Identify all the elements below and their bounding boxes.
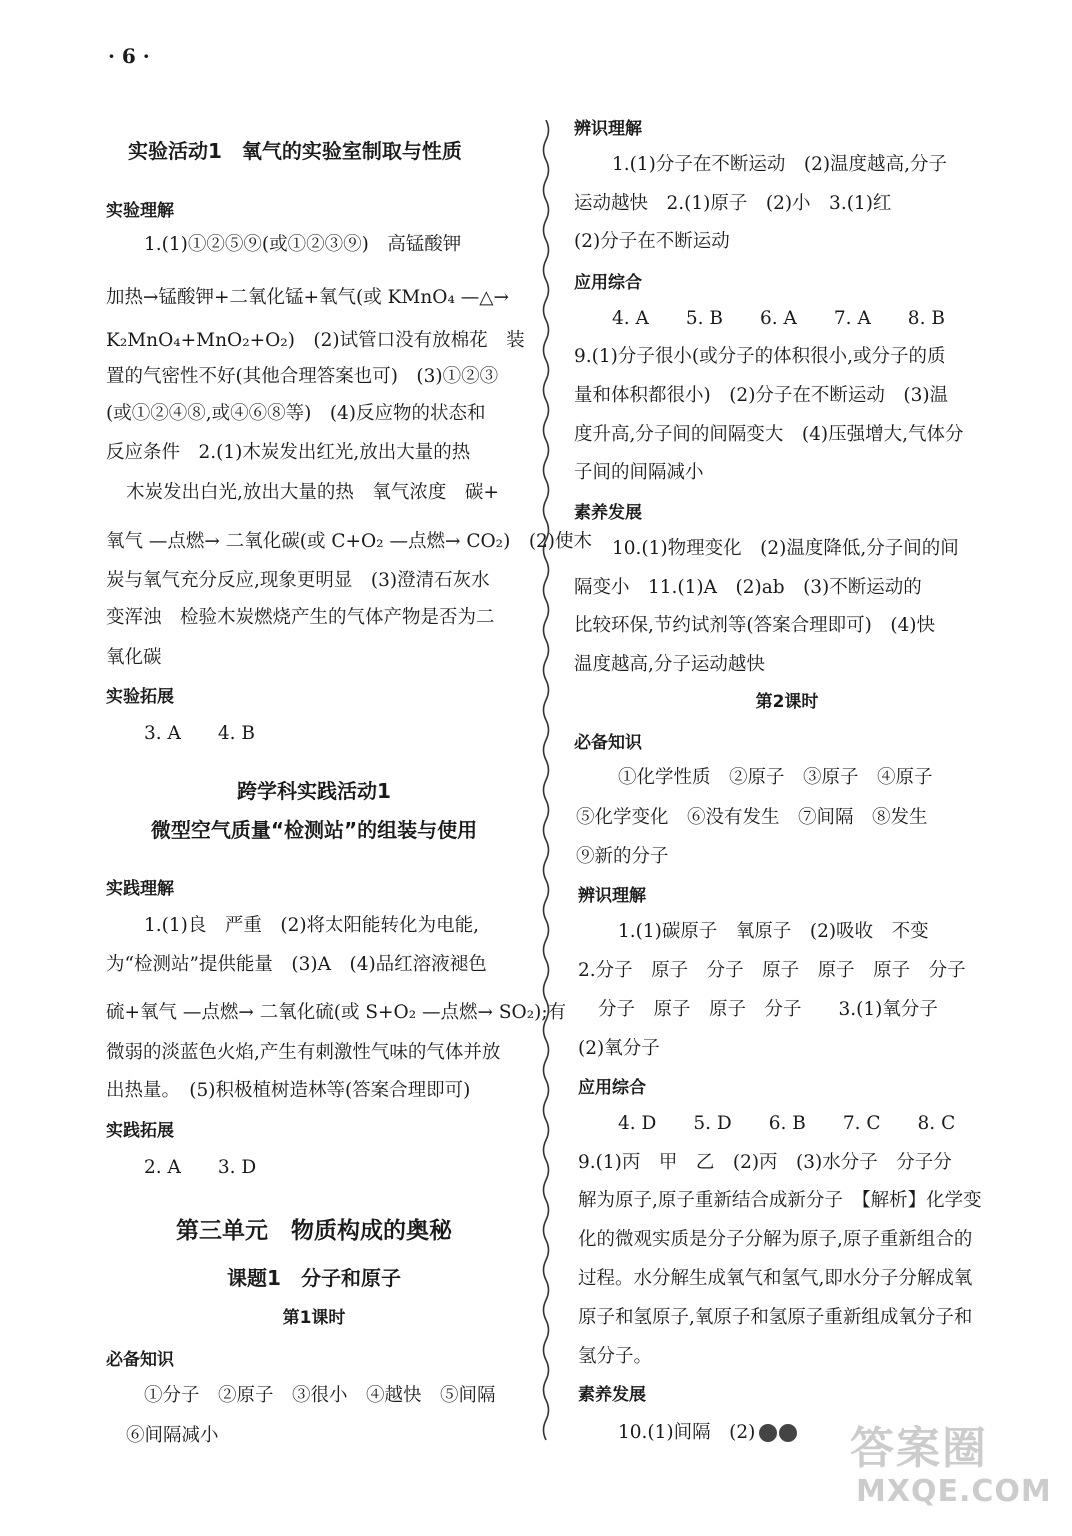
page-number: · 6 · [108,44,150,68]
answer-line: ①分子 ②原子 ③很小 ④越快 ⑤间隔 [144,1385,496,1406]
answer-line: 化的微观实质是分子分解为原子,原子重新组合的 [578,1229,973,1250]
answer-line: (2)分子在不断运动 [574,231,730,252]
watermark-text: 答案圈 [850,1423,988,1474]
answer-line: 氧化碳 [106,647,162,668]
answer-line: 隔变小 11.(1)A (2)ab (3)不断运动的 [574,577,922,598]
subsection-heading: 实践理解 [106,879,174,899]
subsection-heading: 辨识理解 [574,119,642,139]
subsection-heading: 必备知识 [574,733,642,753]
answer-line: 解为原子,原子重新结合成新分子 【解析】化学变 [578,1190,982,1211]
section-title: 实验活动1 氧气的实验室制取与性质 [128,139,462,163]
answer-line: 温度越高,分子运动越快 [574,654,765,675]
section-subtitle: 微型空气质量“检测站”的组装与使用 [150,818,478,842]
answer-line: 4. A 5. B 6. A 7. A 8. B [612,308,945,329]
answer-line: (2)氧分子 [578,1038,660,1059]
subsection-heading: 素养发展 [574,503,642,523]
answer-line: 1.(1)①②⑤⑨(或①②③⑨) 高锰酸钾 [144,234,462,255]
subsection-heading: 辨识理解 [578,886,646,906]
answer-line: 1.(1)分子在不断运动 (2)温度越高,分子 [612,154,947,175]
subsection-heading: 应用综合 [578,1078,646,1098]
section-title: 跨学科实践活动1 [237,779,391,803]
answer-line: 反应条件 2.(1)木炭发出红光,放出大量的热 [106,442,471,463]
lesson-title: 课题1 分子和原子 [227,1266,401,1290]
answer-line: 度升高,分子间的间隔变大 (4)压强增大,气体分 [574,424,964,445]
answer-line: 为“检测站”提供能量 (3)A (4)品红溶液褪色 [106,954,487,975]
answer-line: 比较环保,节约试剂等(答案合理即可) (4)快 [574,615,936,636]
answer-line: 微弱的淡蓝色火焰,产生有刺激性气味的气体并放 [106,1042,501,1063]
answer-line: ①化学性质 ②原子 ③原子 ④原子 [618,767,933,788]
answer-line: 1.(1)碳原子 氧原子 (2)吸收 不变 [618,921,929,942]
subsection-heading: 应用综合 [574,273,642,293]
answer-line: 硫+氧气 —点燃→ 二氧化硫(或 S+O₂ —点燃→ SO₂);有 [106,1002,567,1023]
answer-line: 氢分子。 [578,1346,653,1367]
answer-line: 3. A 4. B [144,723,256,744]
answer-line: 出热量。 (5)积极植树造林等(答案合理即可) [106,1080,471,1101]
answer-line: ⑤化学变化 ⑥没有发生 ⑦间隔 ⑧发生 [576,807,928,828]
answer-line: ⑥间隔减小 [126,1425,219,1446]
answer-line: 置的气密性不好(其他合理答案也可) (3)①②③ [106,366,499,387]
subsection-heading: 实验拓展 [106,687,174,707]
answer-line: K₂MnO₄+MnO₂+O₂) (2)试管口没有放棉花 装 [106,330,525,351]
answer-line-with-figure [618,1424,797,1443]
answer-line: (或①②④⑧,或④⑥⑧等) (4)反应物的状态和 [106,403,486,424]
answer-text: 10.(1)间隔 (2) [618,1422,756,1443]
watermark-logo [842,1412,1052,1522]
subsection-heading: 实验理解 [106,201,174,221]
answer-line: 子间的间隔减小 [574,462,704,483]
atom-circle [759,1424,777,1442]
subsection-heading: 实践拓展 [106,1121,174,1141]
unit-title: 第三单元 物质构成的奥秘 [176,1218,452,1244]
period-title: 第2课时 [755,692,819,712]
answer-line: 变浑浊 检验木炭燃烧产生的气体产物是否为二 [106,607,495,628]
answer-line: 2.分子 原子 分子 原子 原子 原子 分子 [578,960,966,981]
answer-line: 量和体积都很小) (2)分子在不断运动 (3)温 [574,385,949,406]
answer-line: 4. D 5. D 6. B 7. C 8. C [618,1113,956,1134]
answer-line: 氧气 —点燃→ 二氧化碳(或 C+O₂ —点燃→ CO₂) (2)使木 [106,531,593,552]
answer-line: 过程。水分解生成氧气和氢气,即水分子分解成氧 [578,1268,973,1289]
watermark-url: MXQE.COM [856,1474,1052,1509]
answer-line: 9.(1)丙 甲 乙 (2)丙 (3)水分子 分子分 [578,1152,952,1173]
molecule-figure [759,1424,797,1442]
period-title: 第1课时 [282,1308,346,1328]
column-divider [539,120,553,1450]
atom-circle [779,1424,797,1442]
answer-line: 10.(1)物理变化 (2)温度降低,分子间的间 [612,538,959,559]
answer-line: 原子和氢原子,氧原子和氢原子重新组成氧分子和 [578,1307,973,1328]
answer-line: 9.(1)分子很小(或分子的体积很小,或分子的质 [574,346,946,367]
answer-line: 木炭发出白光,放出大量的热 氧气浓度 碳+ [126,482,499,503]
answer-line: 炭与氧气充分反应,现象更明显 (3)澄清石灰水 [106,570,490,591]
answer-line: ⑨新的分子 [576,846,669,867]
answer-line: 加热→锰酸钾+二氧化锰+氧气(或 KMnO₄ —△→ [106,287,509,308]
answer-line: 运动越快 2.(1)原子 (2)小 3.(1)红 [574,193,892,214]
subsection-heading: 素养发展 [578,1385,646,1405]
subsection-heading: 必备知识 [106,1350,174,1370]
answer-line: 1.(1)良 严重 (2)将太阳能转化为电能, [144,915,479,936]
answer-line: 分子 原子 原子 分子 3.(1)氧分子 [598,999,938,1020]
answer-line: 2. A 3. D [144,1157,257,1178]
